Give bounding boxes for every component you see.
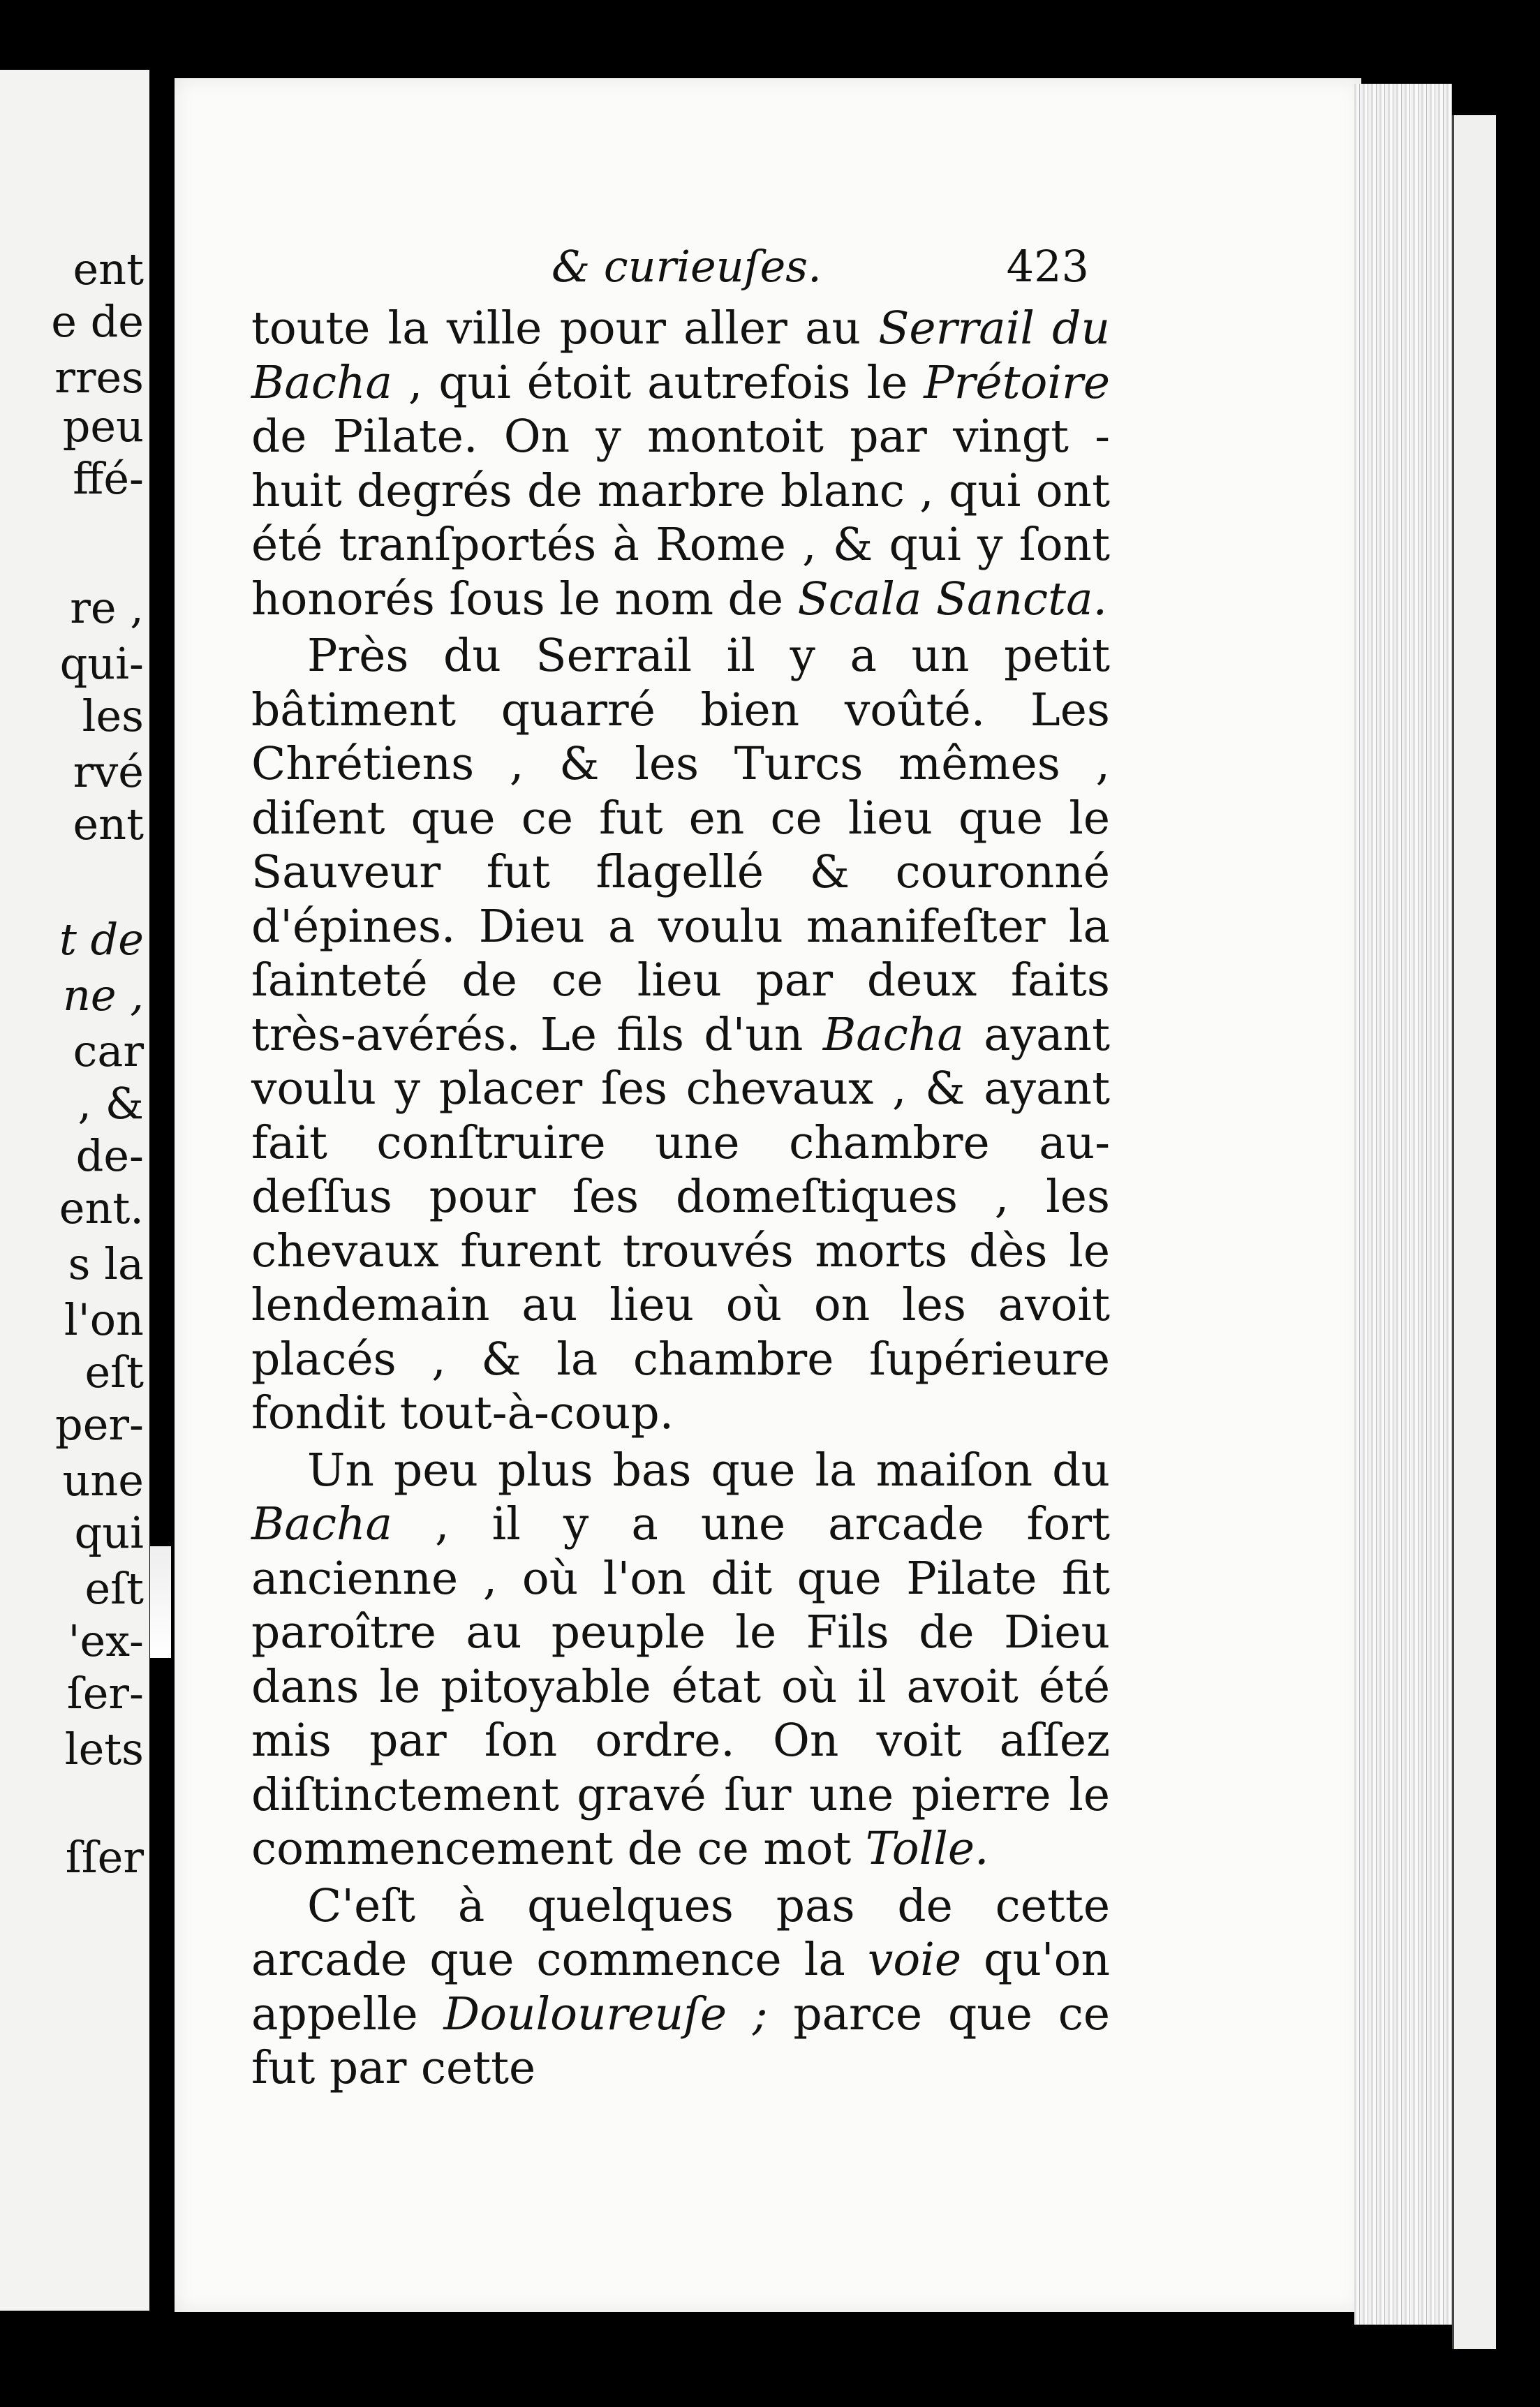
facing-page-line: lets — [64, 1724, 144, 1775]
facing-page-line: per- — [55, 1399, 144, 1450]
facing-page-line: ſſer — [65, 1832, 144, 1883]
facing-page-line: de- — [75, 1130, 144, 1181]
facing-page-line: ent — [73, 244, 144, 295]
italic-run: Serrail du Bacha — [251, 302, 1110, 409]
text-run: , qui étoit autrefois le — [392, 356, 924, 409]
facing-page-line: ent — [73, 799, 144, 850]
italic-run: Prétoire — [924, 356, 1110, 409]
facing-page-line: ne , — [62, 970, 144, 1021]
italic-run: Bacha — [822, 1008, 964, 1061]
gutter-smudge — [150, 1546, 171, 1658]
facing-page-line: rvé — [73, 746, 144, 797]
facing-page-line: rres — [54, 352, 144, 403]
text-run: Près du Serrail il y a un petit bâtiment quarré bien voûté. Les Chrétiens , & les Turcs mêmes , diſent que ce fut en ce lieu que le Sauveur fut flagellé & couronné d'épines. Dieu a voulu manifeſter la ſainteté de ce lieu par deux faits très-avérés. Le fils d'un — [251, 630, 1110, 1061]
facing-page-line: une — [62, 1455, 144, 1506]
facing-page-line: qui — [74, 1507, 144, 1558]
book-cover-edge — [1452, 115, 1496, 2349]
running-title: & curieuſes. — [551, 241, 822, 292]
facing-page-line: qui- — [59, 638, 144, 689]
book-gutter — [149, 0, 175, 2407]
text-run: toute la ville pour aller au — [251, 302, 879, 355]
text-run: qu'on appelle — [251, 1934, 1110, 2041]
facing-page-line: t de — [59, 914, 144, 965]
facing-page-line: s la — [68, 1238, 144, 1289]
italic-run: Tolle. — [865, 1823, 989, 1875]
text-run: Un peu plus bas que la maiſon du — [307, 1444, 1110, 1497]
paragraph — [251, 1444, 1110, 1876]
text-run: C'eſt à quelques pas de cette arcade que commence la — [251, 1879, 1110, 1986]
facing-page-line: les — [82, 690, 144, 741]
facing-page-line: peu — [62, 401, 144, 452]
text-run: parce que ce fut par cette — [251, 1987, 1110, 2094]
facing-page-fragment — [0, 70, 149, 2311]
page-header — [551, 241, 1089, 297]
italic-run: Douloureuſe ; — [443, 1987, 768, 2041]
page-edges — [1354, 84, 1452, 2325]
facing-page-line: eſt — [84, 1347, 144, 1398]
facing-page-line: eſt — [84, 1563, 144, 1614]
italic-run: Scala Sancta. — [797, 572, 1108, 625]
page-number: 423 — [1006, 241, 1089, 292]
facing-page-line: ent. — [59, 1183, 144, 1234]
paragraph — [251, 1879, 1110, 2096]
text-run: ayant voulu y placer ſes chevaux , & ayant fait conſtruire une chambre au-deſſus pour ſes domeſtiques , les chevaux furent trouvés morts dès le lendemain au lieu où on les avoit placés , & la chambre ſupérieure fondit tout-à-coup. — [251, 1008, 1111, 1439]
facing-page-line: , & — [77, 1078, 144, 1129]
text-run: de Pilate. On y montoit par vingt - huit degrés de marbre blanc , qui ont été tranſportés à Rome , & qui y ſont honorés ſous le nom de — [251, 410, 1110, 625]
facing-page-line: ffé- — [73, 453, 144, 504]
facing-page-line: car — [73, 1025, 144, 1076]
facing-page-line: ſer- — [66, 1668, 144, 1719]
text-run: , il y a une arcade fort ancienne , où l'on dit que Pilate fit paroître au peuple le Fils de Dieu dans le pitoyable état où il avoit été mis par ſon ordre. On voit aſſez diſtinctement gravé ſur une pierre le commencement de ce mot — [251, 1498, 1110, 1875]
facing-page-line: l'on — [64, 1294, 144, 1345]
italic-run: Bacha — [251, 1498, 392, 1550]
body-text — [251, 302, 1110, 2096]
paragraph — [251, 302, 1110, 626]
italic-run: voie — [867, 1934, 961, 1986]
facing-page-line: e de — [51, 296, 144, 347]
facing-page-line: 'ex- — [68, 1615, 144, 1666]
facing-page-line: re , — [70, 582, 144, 633]
paragraph — [251, 629, 1110, 1441]
